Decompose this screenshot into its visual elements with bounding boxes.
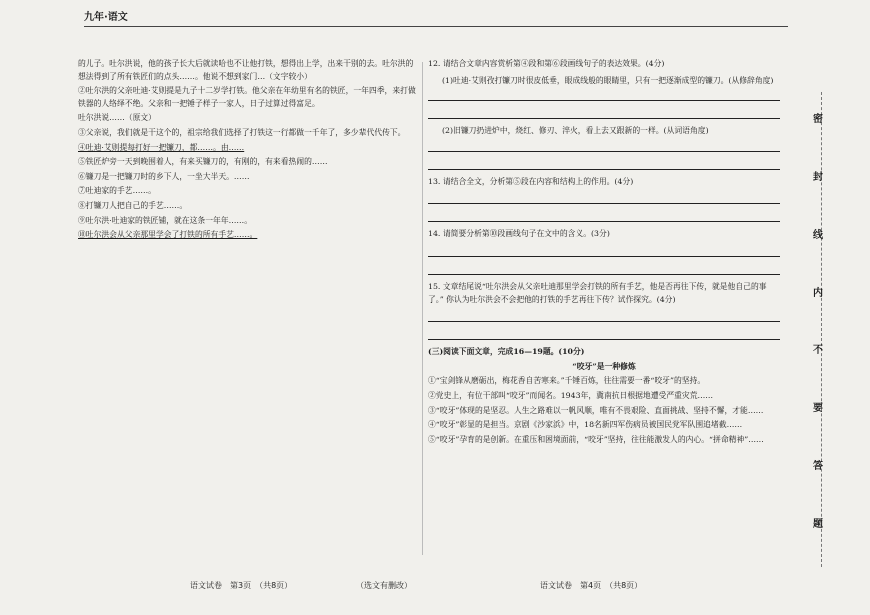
answer-line[interactable] xyxy=(428,107,780,119)
seal-char: 线 xyxy=(813,229,823,241)
article-paragraph: ①“宝剑锋从磨砺出，梅花香自苦寒来。”千锤百炼，往往需要一番“咬牙”的坚持。 xyxy=(428,376,706,386)
seal-char: 题 xyxy=(813,518,823,530)
right-column xyxy=(428,58,780,448)
question-12: 12. 请结合文章内容赏析第④段和第⑥段画线句子的表达效果。(4分) xyxy=(428,59,665,68)
left-paragraph: ⑨吐尔洪·吐迪家的铁匠铺，就在这条一年年……。 xyxy=(78,215,253,225)
left-paragraph: 吐尔洪说……（原文） xyxy=(78,113,156,123)
answer-line[interactable] xyxy=(428,310,780,322)
article-paragraph: ⑤“咬牙”孕育的是创新。在重压和困境面前，“咬牙”坚持，往往能激发人的内心。“拼命精神”…… xyxy=(428,434,764,444)
answer-line[interactable] xyxy=(428,158,780,170)
left-paragraph-underlined: ④吐迪·艾则提每打好一把镰刀，都……。由…… xyxy=(78,142,245,152)
answer-line[interactable] xyxy=(428,140,780,152)
header-rule xyxy=(84,26,788,27)
left-footer: 语文试卷 第3页 （共8页） xyxy=(190,581,293,590)
question-12-1: (1)吐迪·艾则孜打镰刀时很皮低垂，眼成线般的眼睛里，只有一把逐渐成型的镰刀。(从修辞角度) xyxy=(442,75,774,85)
left-paragraph: ⑦吐迪家的手艺……。 xyxy=(78,186,156,196)
left-paragraph-underlined: ⑩吐尔洪会从父亲那里学会了打铁的所有手艺……。 xyxy=(78,230,258,240)
article-paragraph: ④“咬牙”彰显的是担当。京剧《沙家浜》中，18名新四军伤病员被国民党军队围追堵截…… xyxy=(428,420,743,430)
left-paragraph: ⑤铁匠炉旁一天到晚围着人，有来买镰刀的，有刚的，有来看热闹的…… xyxy=(78,157,328,167)
left-paragraph: ⑧打镰刀人把自己的手艺……。 xyxy=(78,200,188,210)
answer-line[interactable] xyxy=(428,89,780,101)
section-title: (三)阅读下面文章，完成16—19题。(10分) xyxy=(428,347,585,357)
seal-char: 密 xyxy=(813,114,823,125)
article-paragraph: ②党史上，有位干部叫“咬牙”而闻名。1943年，冀南抗日根据地遭受严重灾荒…… xyxy=(428,390,714,400)
question-13: 13. 请结合全文，分析第⑤段在内容和结构上的作用。(4分) xyxy=(428,176,634,186)
answer-line[interactable] xyxy=(428,210,780,222)
question-12-2: (2)旧镰刀扔进炉中，烧红、修刃、淬火，看上去又跟新的一样。(从词语角度) xyxy=(442,126,709,136)
left-paragraph: ⑥镰刀是一把镰刀时的乡下人，一坐大半天。…… xyxy=(78,171,250,181)
answer-line[interactable] xyxy=(428,192,780,204)
left-paragraph: 的儿子。吐尔洪说，他的孩子长大后就读哈也不让他打铁，想得出上学，出来干别的去。吐尔洪的想法得到了所有铁匠们的点头……。他说不想到家门…（文字较小） xyxy=(78,59,414,81)
column-divider xyxy=(422,62,423,555)
seal-char: 内 xyxy=(813,287,823,299)
seal-line-text xyxy=(804,110,832,530)
article-title: “咬牙”是一种修炼 xyxy=(572,361,636,371)
question-15: 15. 文章结尾说“吐尔洪会从父亲吐迪那里学会打铁的所有手艺，他是否再往下传，就是他自己的事了。” 你认为吐尔洪会不会把他的打铁的手艺再往下传？试作探究。(4分) xyxy=(428,281,767,304)
page-header: 九年·语文 xyxy=(84,12,128,23)
seal-char: 答 xyxy=(813,461,823,473)
answer-line[interactable] xyxy=(428,263,780,275)
left-paragraph: ③父亲说，我们就是干这个的，祖宗给我们选择了打铁这一行都做一千年了，多少辈代代传下。 xyxy=(78,127,406,137)
answer-line[interactable] xyxy=(428,245,780,257)
answer-line[interactable] xyxy=(428,328,780,340)
article-paragraph: ③“咬牙”体现的是坚忍。人生之路难以一帆风顺，唯有不畏艰险、直面挑战、坚持不懈，才能…… xyxy=(428,405,764,415)
question-14: 14. 请简要分析第⑩段画线句子在文中的含义。(3分) xyxy=(428,229,610,239)
seal-char: 要 xyxy=(813,403,823,415)
source-note: （选文有删改） xyxy=(356,581,412,590)
seal-char: 不 xyxy=(813,345,823,357)
right-footer: 语文试卷 第4页 （共8页） xyxy=(540,581,643,590)
left-paragraph: ②吐尔洪的父亲吐迪·艾则提是九子十二岁学打铁。他父亲在年幼里有名的铁匠，一年四季，来打做铁器的人络绎不绝。父亲和一把锤子样子一家人，日子过算过得富足。 xyxy=(78,86,416,108)
left-column xyxy=(78,58,418,244)
seal-char: 封 xyxy=(813,171,823,183)
